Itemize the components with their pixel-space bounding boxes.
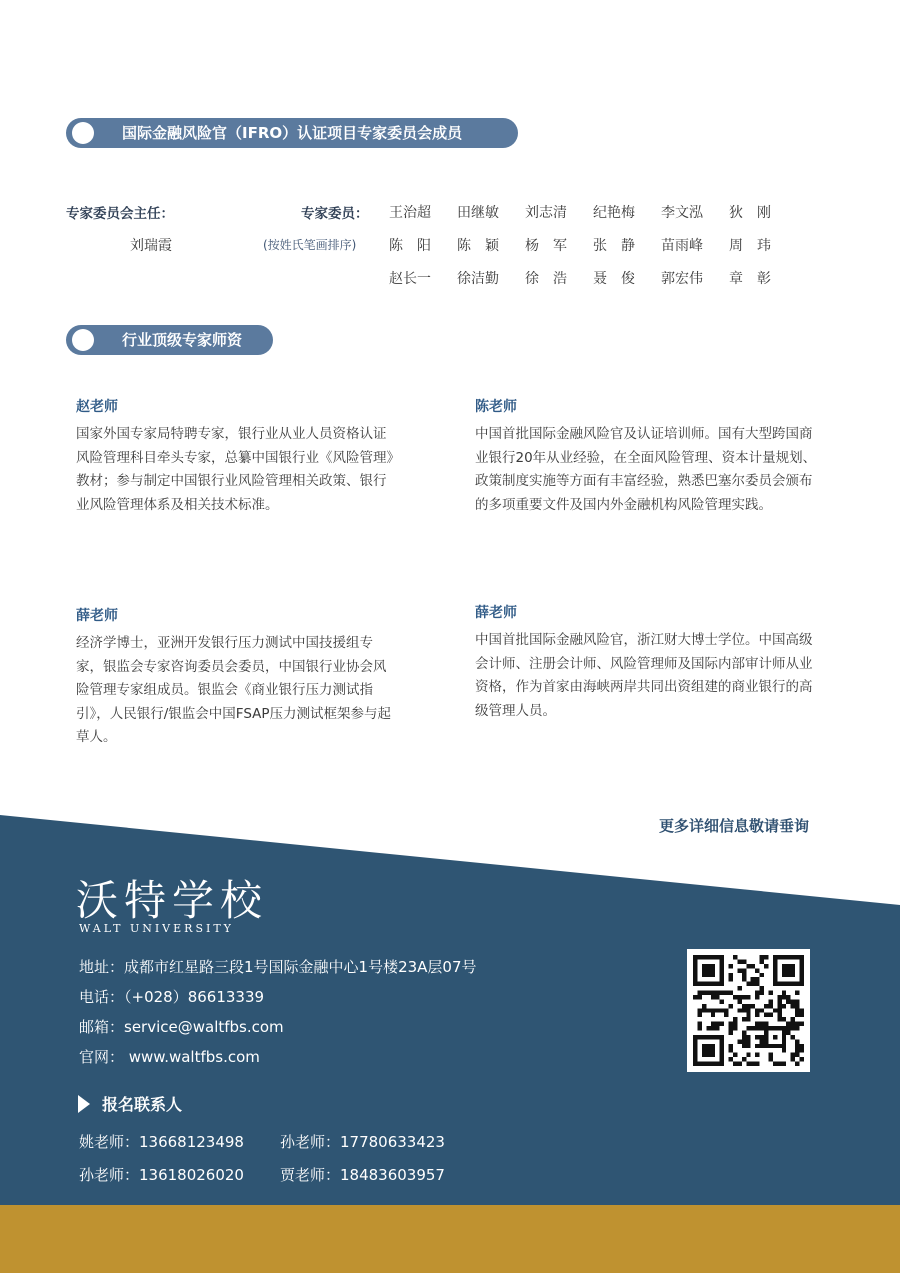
member-name: 田继敏 — [457, 205, 499, 221]
member-name: 李文泓 — [661, 205, 703, 221]
logo-chinese: 沃特学校 — [76, 876, 269, 925]
member-name: 周 玮 — [729, 238, 771, 254]
address-line: 地址：成都市红星路三段1号国际金融中心1号楼23A层07号 — [79, 958, 477, 976]
teacher-description: 中国首批国际金融风险官，浙江财大博士学位。中国高级会计师、注册会计师、风险管理师及国际内部审计师从业资格，作为首家由海峡两岸共同出资组建的商业银行的高级管理人员。 — [475, 632, 813, 719]
member-name: 张 静 — [593, 238, 635, 254]
teacher-card — [475, 602, 820, 723]
member-name: 章 彰 — [729, 271, 771, 287]
teacher-card — [76, 396, 396, 517]
chair-label: 专家委员会主任： — [66, 206, 174, 222]
contact-phone: 孙老师：17780633423 — [280, 1133, 445, 1151]
section-teachers-title: 行业顶级专家师资 — [122, 331, 243, 349]
member-name: 聂 俊 — [593, 271, 635, 287]
section-teachers-header — [66, 325, 273, 355]
members-sort-note: (按姓氏笔画排序) — [263, 238, 357, 252]
member-name: 狄 刚 — [729, 205, 771, 221]
member-name: 郭宏伟 — [661, 271, 703, 287]
teacher-name: 薛老师 — [76, 608, 118, 624]
section-committee-header — [66, 118, 518, 148]
bullet-circle-icon — [72, 329, 94, 351]
member-name: 陈 阳 — [389, 238, 431, 254]
member-name: 陈 颖 — [457, 238, 499, 254]
member-name: 王治超 — [389, 205, 431, 221]
phone-line: 电话：（+028）86613339 — [79, 988, 265, 1006]
logo-english: WALT UNIVERSITY — [79, 922, 234, 935]
member-name: 徐洁勤 — [457, 271, 499, 287]
members-label: 专家委员： — [301, 206, 369, 222]
teacher-name: 赵老师 — [76, 399, 118, 415]
triangle-arrow-icon — [78, 1095, 90, 1113]
registration-header — [78, 1092, 182, 1115]
registration-title: 报名联系人 — [102, 1095, 183, 1114]
chair-name: 刘瑞霞 — [130, 238, 172, 254]
email-line[interactable]: 邮箱：service@waltfbs.com — [79, 1018, 284, 1036]
member-name: 徐 浩 — [525, 271, 567, 287]
member-name: 赵长一 — [389, 271, 431, 287]
teacher-name: 陈老师 — [475, 399, 517, 415]
member-name: 杨 军 — [525, 238, 567, 254]
section-committee-title: 国际金融风险官（IFRO）认证项目专家委员会成员 — [122, 124, 463, 142]
teacher-description: 国家外国专家局特聘专家，银行业从业人员资格认证风险管理科目牵头专家，总纂中国银行业《风险管理》教材；参与制定中国银行业风险管理相关政策、银行业风险管理体系及相关技术标准。 — [76, 426, 394, 513]
teacher-card — [475, 396, 820, 517]
teacher-name: 薛老师 — [475, 605, 517, 621]
contact-phone: 姚老师：13668123498 — [79, 1133, 244, 1151]
teacher-description: 中国首批国际金融风险官及认证培训师。国有大型跨国商业银行20年从业经验，在全面风险管理、资本计量规划、政策制度实施等方面有丰富经验，熟悉巴塞尔委员会颁布的多项重要文件及国内外金融机构风险管理实践。 — [475, 426, 817, 513]
bullet-circle-icon — [72, 122, 94, 144]
member-name: 苗雨峰 — [661, 238, 703, 254]
member-name: 纪艳梅 — [593, 205, 635, 221]
teacher-card — [76, 605, 396, 750]
website-line[interactable]: 官网： www.waltfbs.com — [79, 1048, 260, 1066]
footer-gold-band — [0, 1205, 900, 1273]
more-info-text: 更多详细信息敬请垂询 — [658, 817, 809, 835]
contact-phone: 孙老师：13618026020 — [79, 1166, 244, 1184]
qr-code-icon — [687, 949, 810, 1072]
member-name: 刘志清 — [525, 205, 567, 221]
teacher-description: 经济学博士，亚洲开发银行压力测试中国技援组专家，银监会专家咨询委员会委员，中国银行业协会风险管理专家组成员。银监会《商业银行压力测试指引》，人民银行/银监会中国FSAP压力测试框架参与起草人。 — [76, 635, 392, 745]
contact-phone: 贾老师：18483603957 — [280, 1166, 445, 1184]
